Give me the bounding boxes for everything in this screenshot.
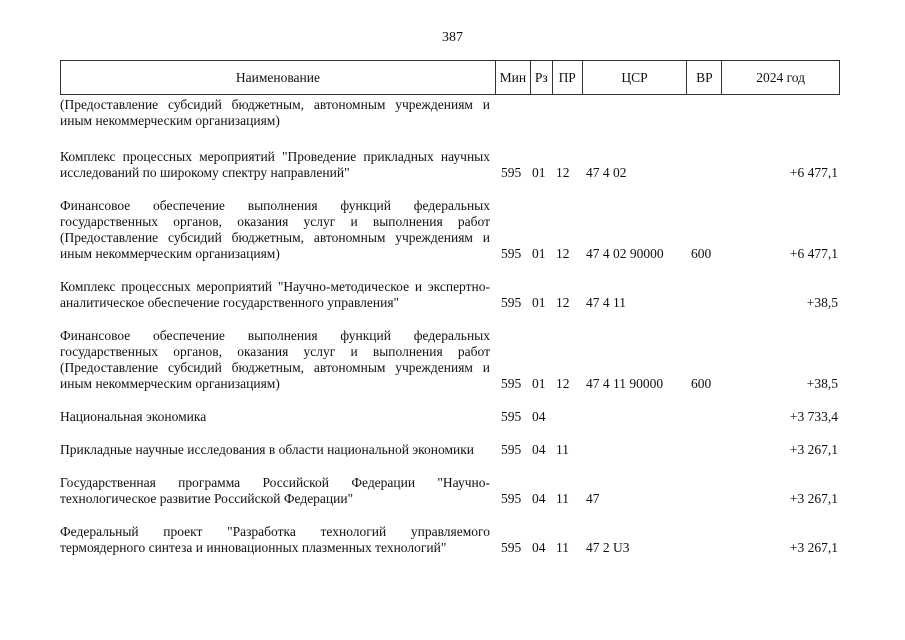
row-csr: 47 4 02 90000 xyxy=(586,246,664,261)
row-name: Финансовое обеспечение выполнения функций федеральных государственных органов, оказания услуг и выполнения работ (Предоставление субсидий бюджетным, автономным учреждениям и иным некоммерческим организациям) xyxy=(60,198,490,261)
row-csr: 47 4 11 90000 xyxy=(586,376,664,391)
header-csr: ЦСР xyxy=(582,61,687,94)
row-pr: 11 xyxy=(556,442,569,457)
row-pr: 12 xyxy=(556,246,570,261)
page-number: 387 xyxy=(442,30,463,45)
row-amount: +3 267,1 xyxy=(789,491,838,506)
header-vr: ВР xyxy=(686,61,721,94)
row-amount: +6 477,1 xyxy=(789,165,838,180)
row-csr: 47 4 11 xyxy=(586,295,626,310)
row-rz: 04 xyxy=(532,409,546,424)
header-year: 2024 год xyxy=(721,61,839,94)
row-name: Комплекс процессных мероприятий "Научно-методическое и экспертно-аналитическое обеспечение государственного управления" xyxy=(60,279,490,310)
row-rz: 04 xyxy=(532,540,546,555)
row-csr: 47 xyxy=(586,491,600,506)
row-pr: 11 xyxy=(556,491,569,506)
table-row xyxy=(60,409,840,425)
row-csr: 47 2 U3 xyxy=(586,540,630,555)
row-min: 595 xyxy=(501,165,522,180)
row-rz: 01 xyxy=(532,246,546,261)
row-rz: 04 xyxy=(532,491,546,506)
row-min: 595 xyxy=(501,540,522,555)
row-rz: 04 xyxy=(532,442,546,457)
row-min: 595 xyxy=(501,442,522,457)
row-amount: +38,5 xyxy=(806,295,838,310)
table-row xyxy=(60,328,840,392)
row-min: 595 xyxy=(501,409,522,424)
row-name: Национальная экономика xyxy=(60,409,207,424)
table-row xyxy=(60,442,840,458)
row-rz: 01 xyxy=(532,165,546,180)
header-rz: Рз xyxy=(530,61,552,94)
row-amount: +3 267,1 xyxy=(789,540,838,555)
row-name: Федеральный проект "Разработка технологий управляемого термоядерного синтеза и инновационных плазменных технологий" xyxy=(60,524,490,555)
row-vr: 600 xyxy=(691,376,712,391)
row-amount: +38,5 xyxy=(806,376,838,391)
row-pr: 12 xyxy=(556,165,570,180)
table-row xyxy=(60,524,840,556)
row-min: 595 xyxy=(501,376,522,391)
header-name: Наименование xyxy=(235,69,320,85)
row-name: Прикладные научные исследования в области национальной экономики xyxy=(60,442,475,457)
table-row xyxy=(60,198,840,262)
header-pr: ПР xyxy=(552,61,582,94)
table-header xyxy=(60,60,840,95)
table-row xyxy=(60,97,840,129)
row-amount: +3 267,1 xyxy=(789,442,838,457)
table-body xyxy=(60,97,840,573)
row-min: 595 xyxy=(501,295,522,310)
row-amount: +3 733,4 xyxy=(789,409,838,424)
row-name: Финансовое обеспечение выполнения функций федеральных государственных органов, оказания услуг и выполнения работ (Предоставление субсидий бюджетным, автономным учреждениям и иным некоммерческим организациям) xyxy=(60,328,490,391)
row-pr: 12 xyxy=(556,295,570,310)
row-min: 595 xyxy=(501,246,522,261)
table-row xyxy=(60,475,840,507)
row-min: 595 xyxy=(501,491,522,506)
table-row xyxy=(60,149,840,181)
row-rz: 01 xyxy=(532,295,546,310)
row-csr: 47 4 02 xyxy=(586,165,627,180)
row-name: (Предоставление субсидий бюджетным, автономным учреждениям и иным некоммерческим организациям) xyxy=(60,97,490,128)
row-pr: 11 xyxy=(556,540,569,555)
table-row xyxy=(60,279,840,311)
row-amount: +6 477,1 xyxy=(789,246,838,261)
row-rz: 01 xyxy=(532,376,546,391)
row-name: Государственная программа Российской Федерации "Научно-технологическое развитие Российской Федерации" xyxy=(60,475,490,506)
row-pr: 12 xyxy=(556,376,570,391)
header-min: Мин xyxy=(495,61,530,94)
row-name: Комплекс процессных мероприятий "Проведение прикладных научных исследований по широкому спектру направлений" xyxy=(60,149,490,180)
row-vr: 600 xyxy=(691,246,712,261)
